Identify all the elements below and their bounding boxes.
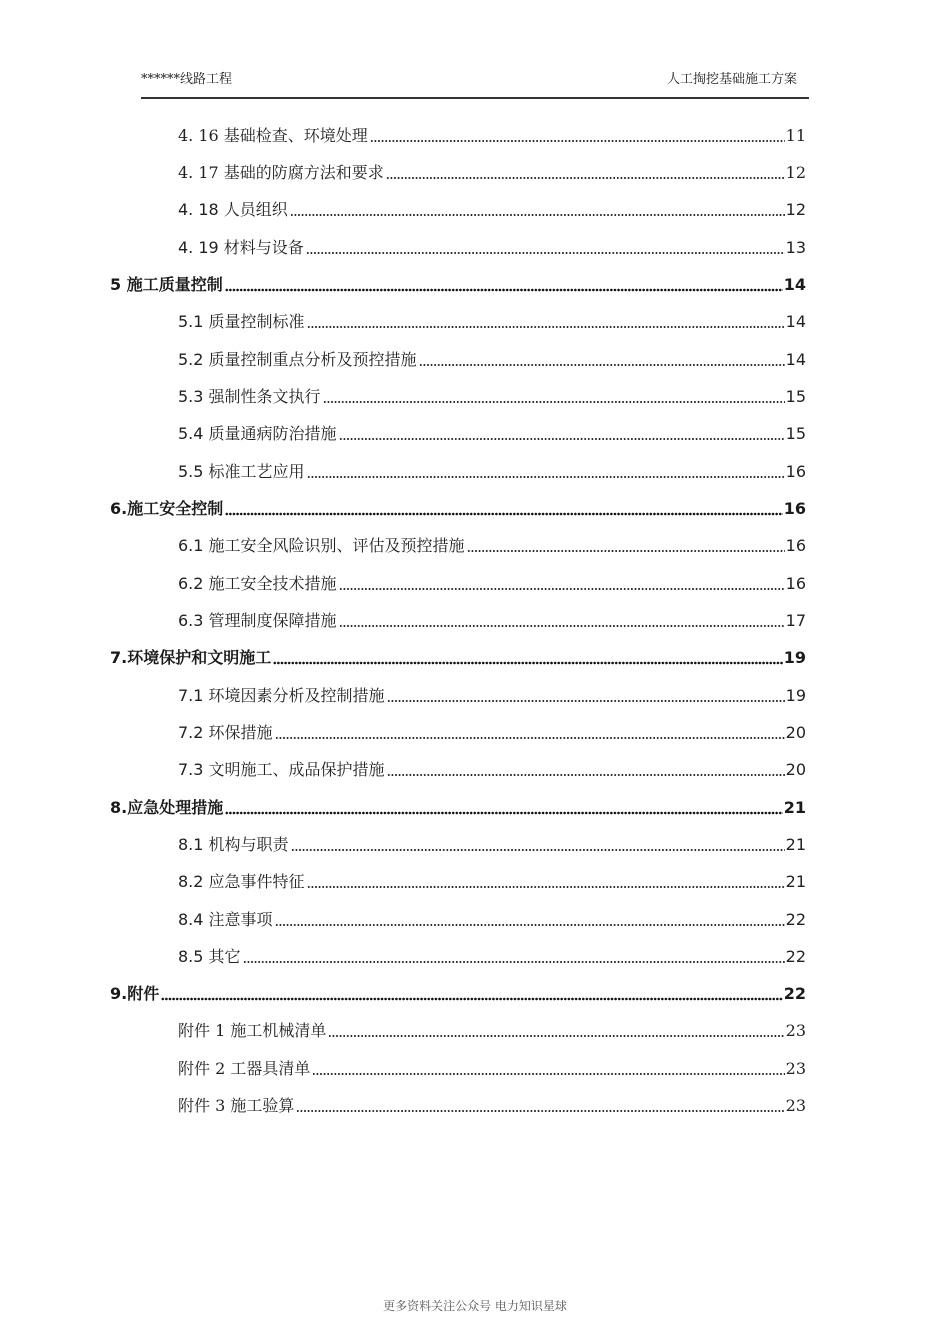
toc-chapter-entry[interactable]	[110, 646, 806, 670]
toc-page-number: 16	[783, 499, 806, 518]
header-divider	[141, 97, 809, 99]
toc-section-entry[interactable]	[178, 124, 806, 148]
toc-page-number: 14	[785, 312, 806, 331]
toc-dot-leader	[370, 137, 785, 143]
toc-entry-title: 8.1 机构与职责	[178, 835, 289, 854]
toc-entry-title: 5.2 质量控制重点分析及预控措施	[178, 350, 417, 369]
toc-entry-title: 5.5 标准工艺应用	[178, 462, 305, 481]
toc-section-entry[interactable]	[178, 1019, 806, 1043]
toc-entry-title: 5.1 质量控制标准	[178, 312, 305, 331]
header-document-title: 人工掏挖基础施工方案	[666, 72, 797, 87]
toc-page-number: 19	[785, 686, 806, 705]
toc-dot-leader	[291, 846, 785, 852]
toc-entry-title: 8.5 其它	[178, 947, 241, 966]
toc-section-entry[interactable]	[178, 684, 806, 708]
toc-entry-title: 6.1 施工安全风险识别、评估及预控措施	[178, 536, 465, 555]
toc-page-number: 15	[785, 424, 806, 443]
toc-section-entry[interactable]	[178, 1057, 806, 1081]
toc-dot-leader	[339, 435, 785, 441]
toc-section-entry[interactable]	[178, 945, 806, 969]
toc-section-entry[interactable]	[178, 161, 806, 185]
toc-section-entry[interactable]	[178, 721, 806, 745]
header-project-name: ******线路工程	[141, 72, 233, 87]
toc-dot-leader	[419, 361, 785, 367]
toc-entry-title: 5.4 质量通病防治措施	[178, 424, 337, 443]
toc-dot-leader	[387, 771, 785, 777]
toc-page-number: 16	[785, 574, 806, 593]
toc-page-number: 21	[783, 798, 806, 817]
toc-entry-title: 5.3 强制性条文执行	[178, 387, 321, 406]
toc-page-number: 22	[783, 984, 806, 1003]
toc-page-number: 11	[785, 126, 806, 145]
toc-chapter-entry[interactable]	[110, 796, 806, 820]
toc-section-entry[interactable]	[178, 870, 806, 894]
toc-page-number: 17	[785, 611, 806, 630]
toc-entry-title: 8.应急处理措施	[110, 798, 224, 817]
toc-entry-title: 5 施工质量控制	[110, 275, 223, 294]
toc-chapter-entry[interactable]	[110, 982, 806, 1006]
toc-section-entry[interactable]	[178, 833, 806, 857]
page-footer: 更多资料关注公众号 电力知识星球	[383, 1299, 567, 1313]
toc-dot-leader	[225, 286, 783, 292]
toc-section-entry[interactable]	[178, 609, 806, 633]
toc-dot-leader	[307, 473, 785, 479]
toc-page-number: 22	[785, 947, 806, 966]
toc-page-number: 23	[785, 1096, 806, 1115]
toc-entry-title: 4. 16 基础检查、环境处理	[178, 126, 368, 145]
toc-dot-leader	[161, 995, 783, 1001]
toc-page-number: 16	[785, 536, 806, 555]
toc-page-number: 23	[785, 1059, 806, 1078]
toc-entry-title: 8.2 应急事件特征	[178, 872, 305, 891]
toc-section-entry[interactable]	[178, 385, 806, 409]
toc-entry-title: 7.环境保护和文明施工	[110, 648, 272, 667]
toc-chapter-entry[interactable]	[110, 273, 806, 297]
toc-section-entry[interactable]	[178, 534, 806, 558]
toc-page-number: 22	[785, 910, 806, 929]
toc-section-entry[interactable]	[178, 310, 806, 334]
toc-page-number: 13	[785, 238, 806, 257]
toc-entry-title: 6.3 管理制度保障措施	[178, 611, 337, 630]
toc-dot-leader	[328, 1032, 784, 1038]
toc-entry-title: 9.附件	[110, 984, 160, 1003]
toc-entry-title: 7.3 文明施工、成品保护措施	[178, 760, 385, 779]
toc-page-number: 16	[785, 462, 806, 481]
toc-dot-leader	[323, 398, 785, 404]
toc-entry-title: 附件 1 施工机械清单	[178, 1021, 327, 1040]
toc-section-entry[interactable]	[178, 198, 806, 222]
toc-entry-title: 4. 19 材料与设备	[178, 238, 304, 257]
toc-page-number: 20	[785, 760, 806, 779]
toc-section-entry[interactable]	[178, 572, 806, 596]
toc-dot-leader	[339, 585, 785, 591]
toc-dot-leader	[243, 958, 785, 964]
toc-page-number: 12	[785, 163, 806, 182]
toc-page-number: 23	[785, 1021, 806, 1040]
toc-dot-leader	[339, 622, 785, 628]
toc-entry-title: 附件 2 工器具清单	[178, 1059, 311, 1078]
toc-dot-leader	[307, 883, 785, 889]
toc-section-entry[interactable]	[178, 758, 806, 782]
toc-entry-title: 6.2 施工安全技术措施	[178, 574, 337, 593]
toc-dot-leader	[387, 697, 785, 703]
toc-dot-leader	[312, 1070, 784, 1076]
toc-dot-leader	[386, 174, 785, 180]
toc-entry-title: 7.2 环保措施	[178, 723, 273, 742]
toc-dot-leader	[296, 1107, 784, 1113]
toc-chapter-entry[interactable]	[110, 497, 806, 521]
toc-dot-leader	[273, 659, 783, 665]
toc-entry-title: 7.1 环境因素分析及控制措施	[178, 686, 385, 705]
toc-dot-leader	[290, 211, 785, 217]
toc-dot-leader	[225, 510, 783, 516]
toc-entry-title: 8.4 注意事项	[178, 910, 273, 929]
toc-section-entry[interactable]	[178, 908, 806, 932]
toc-page-number: 14	[785, 350, 806, 369]
toc-section-entry[interactable]	[178, 348, 806, 372]
toc-section-entry[interactable]	[178, 236, 806, 260]
toc-page-number: 20	[785, 723, 806, 742]
toc-page-number: 14	[783, 275, 806, 294]
toc-dot-leader	[275, 734, 785, 740]
toc-page-number: 21	[785, 835, 806, 854]
toc-dot-leader	[275, 921, 785, 927]
toc-page-number: 15	[785, 387, 806, 406]
toc-page-number: 12	[785, 200, 806, 219]
toc-dot-leader	[307, 323, 785, 329]
toc-entry-title: 4. 18 人员组织	[178, 200, 288, 219]
toc-section-entry[interactable]	[178, 460, 806, 484]
toc-section-entry[interactable]	[178, 1094, 806, 1118]
toc-entry-title: 附件 3 施工验算	[178, 1096, 295, 1115]
toc-dot-leader	[306, 249, 785, 255]
toc-page-number: 19	[783, 648, 806, 667]
toc-dot-leader	[225, 809, 783, 815]
toc-page-number: 21	[785, 872, 806, 891]
toc-dot-leader	[467, 547, 785, 553]
toc-entry-title: 6.施工安全控制	[110, 499, 224, 518]
toc-entry-title: 4. 17 基础的防腐方法和要求	[178, 163, 384, 182]
toc-section-entry[interactable]	[178, 422, 806, 446]
page-header	[141, 68, 809, 88]
